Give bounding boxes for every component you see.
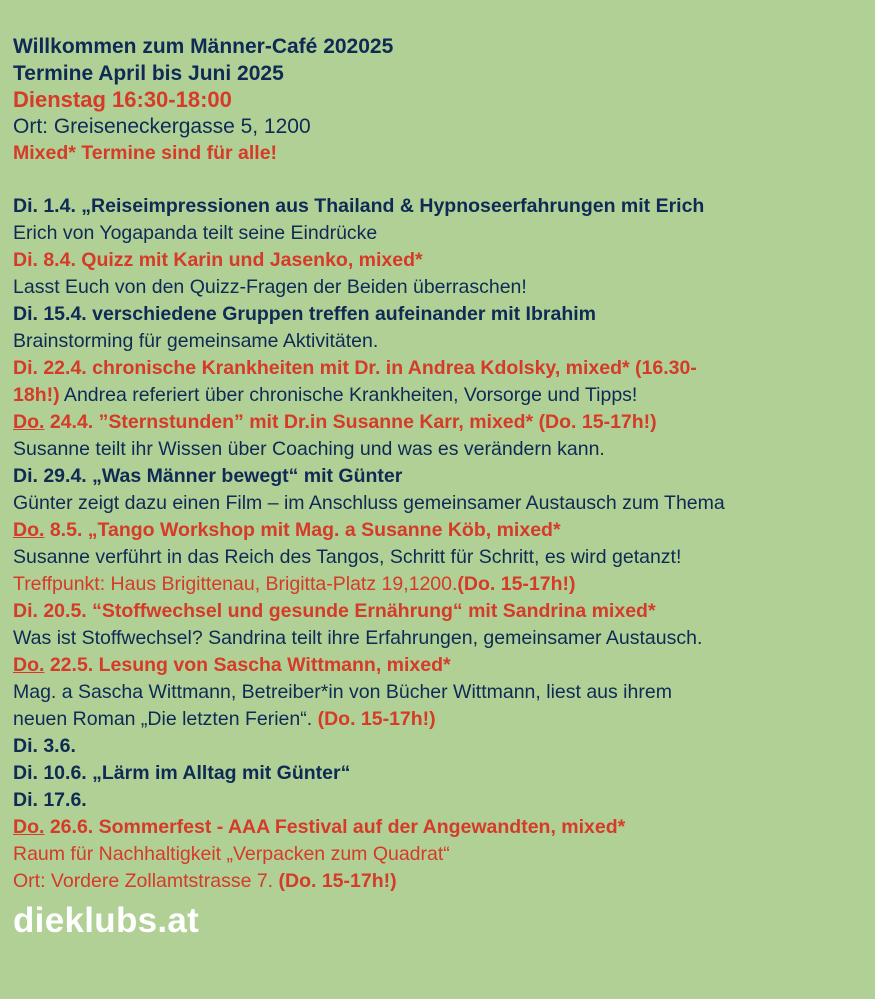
event-title: Di. 20.5. “Stoffwechsel und gesunde Ernährung“ mit Sandrina mixed* (13, 599, 656, 622)
period-title: Termine April bis Juni 2025 (13, 61, 284, 85)
spacer (13, 167, 875, 193)
event-time: (Do. 15-17h!) (457, 572, 576, 595)
event-title-row (13, 652, 875, 679)
event-description: Raum für Nachhaltigkeit „Verpacken zum Quadrat“ (13, 842, 450, 865)
event-description: Susanne verführt in das Reich des Tangos, Schritt für Schritt, es wird getanzt! (13, 545, 682, 568)
event-title: 24.4. ”Sternstunden” mit Dr.in Susanne Karr, mixed* (Do. 15-17h!) (44, 410, 657, 433)
event-title-continued: 18h!) (13, 383, 60, 406)
event-day: Do. (13, 410, 45, 433)
event-description: Günter zeigt dazu einen Film – im Anschluss gemeinsamer Austausch zum Thema (13, 491, 725, 514)
website-link[interactable]: dieklubs.at (13, 900, 200, 940)
event-description: Erich von Yogapanda teilt seine Eindrücke (13, 221, 378, 244)
event-title: 26.6. Sommerfest - AAA Festival auf der Angewandten, mixed* (44, 815, 626, 838)
event-title-row (13, 409, 875, 436)
event-description: Mag. a Sascha Wittmann, Betreiber*in von Bücher Wittmann, liest aus ihrem (13, 680, 672, 703)
event-description: Lasst Euch von den Quizz-Fragen der Beiden überraschen! (13, 275, 527, 298)
event-description: Susanne teilt ihr Wissen über Coaching und was es verändern kann. (13, 437, 605, 460)
event-title-row (13, 517, 875, 544)
event-description: neuen Roman „Die letzten Ferien“. (13, 707, 318, 730)
time-heading: Dienstag 16:30-18:00 (13, 87, 232, 112)
event-description-row (13, 706, 875, 733)
mixed-note: Mixed* Termine sind für alle! (13, 142, 278, 164)
event-description-row (13, 382, 875, 409)
event-place-row (13, 571, 875, 598)
event-title: 8.5. „Tango Workshop mit Mag. a Susanne Köb, mixed* (44, 518, 561, 541)
event-title: Di. 1.4. „Reiseimpressionen aus Thailand & Hypnoseerfahrungen mit Erich (13, 194, 705, 217)
event-title-row (13, 814, 875, 841)
event-title: Di. 22.4. chronische Krankheiten mit Dr. in Andrea Kdolsky, mixed* (16.30- (13, 356, 697, 379)
event-title: Di. 17.6. (13, 788, 87, 811)
event-time: (Do. 15-17h!) (317, 707, 436, 730)
event-list (13, 193, 875, 895)
event-day: Do. (13, 653, 45, 676)
event-place: Treffpunkt: Haus Brigittenau, Brigitta-Platz 19,1200. (13, 572, 458, 595)
event-place-row (13, 868, 875, 895)
event-time: (Do. 15-17h!) (278, 869, 397, 892)
event-description: Brainstorming für gemeinsame Aktivitäten. (13, 329, 379, 352)
event-title: 22.5. Lesung von Sascha Wittmann, mixed* (44, 653, 451, 676)
welcome-title: Willkommen zum Männer-Café 202025 (13, 35, 394, 58)
event-title: Di. 10.6. „Lärm im Alltag mit Günter“ (13, 761, 351, 784)
event-place: Ort: Vordere Zollamtstrasse 7. (13, 869, 279, 892)
event-title: Di. 15.4. verschiedene Gruppen treffen aufeinander mit Ibrahim (13, 302, 596, 325)
event-description: Andrea referiert über chronische Krankheiten, Vorsorge und Tipps! (59, 383, 638, 406)
event-title: Di. 3.6. (13, 734, 76, 757)
header (13, 34, 875, 167)
event-title: Di. 8.4. Quizz mit Karin und Jasenko, mixed* (13, 248, 423, 271)
location-text: Ort: Greiseneckergasse 5, 1200 (13, 114, 311, 138)
event-title: Di. 29.4. „Was Männer bewegt“ mit Günter (13, 464, 403, 487)
event-description: Was ist Stoffwechsel? Sandrina teilt ihre Erfahrungen, gemeinsamer Austausch. (13, 626, 703, 649)
event-day: Do. (13, 815, 45, 838)
event-day: Do. (13, 518, 45, 541)
